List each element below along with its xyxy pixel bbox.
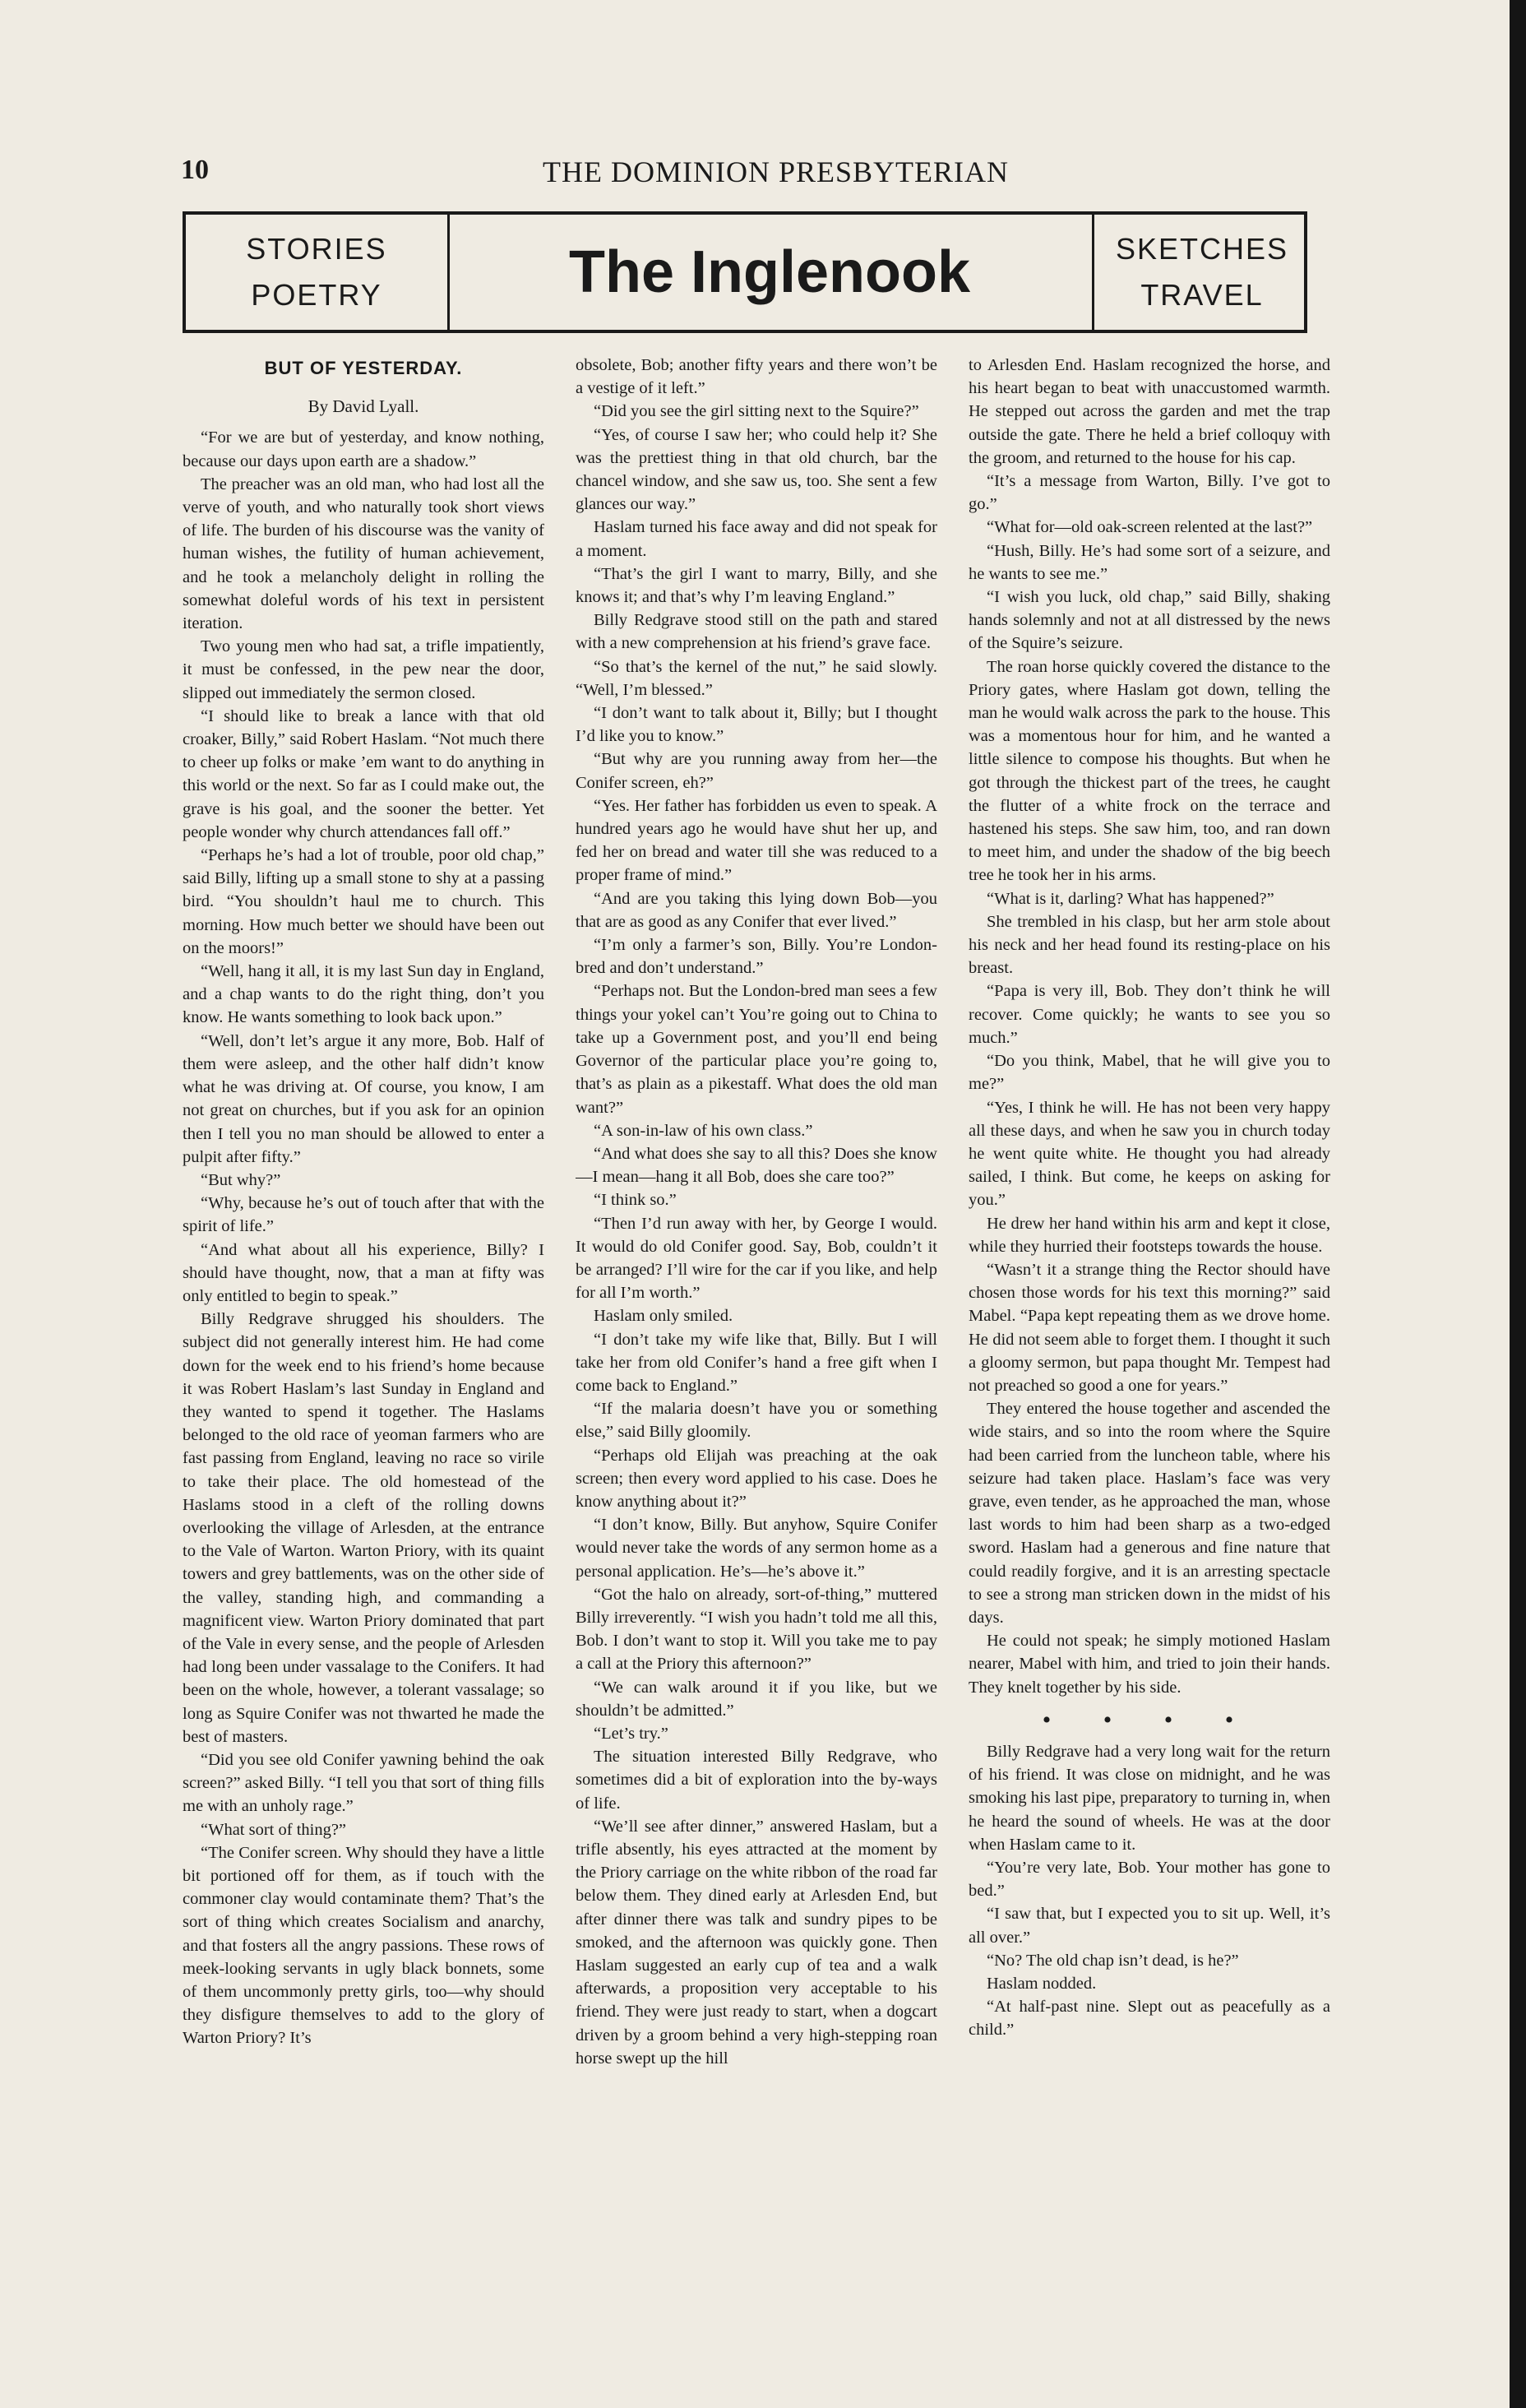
paragraph: “What for—old oak-screen relented at the last?” [987, 518, 1313, 537]
paragraph: “It’s a message from Warton, Billy. I’ve got to go.” [969, 472, 1330, 514]
paragraph: “I should like to break a lance with that old croaker, Billy,” said Robert Haslam. “Not much there to cheer up folks or make ’em want to do anything in this world or the next. So far as I could make out, the grave is his goal, and the sooner the better. Yet people wonder why church attendances fall off.” [183, 706, 544, 841]
paragraph: obsolete, Bob; another fifty years and there won’t be a vestige of it left.” [576, 356, 937, 398]
paragraph: The situation interested Billy Redgrave, who sometimes did a bit of exploration into the by-ways of life. [576, 1748, 937, 1813]
page-header [181, 155, 1332, 196]
paragraph: “Do you think, Mabel, that he will give you to me?” [969, 1052, 1330, 1094]
paragraph: “I don’t want to talk about it, Billy; but I thought I’d like you to know.” [576, 704, 937, 746]
paragraph: “Did you see old Conifer yawning behind the oak screen?” asked Billy. “I tell you that sort of thing fills me with an unholy rage.” [183, 1750, 544, 1816]
paragraph: “Perhaps not. But the London-bred man sees a few things your yokel can’t You’re going out to China to take up a Government post, and you’ll end being Governor of the particular place you’re going to, that’s as plain as a pikestaff. What does the old man want?” [576, 982, 937, 1117]
section-banner [183, 211, 1307, 333]
paragraph: “And what about all his experience, Billy? I should have thought, now, that a man at fifty was only entitled to begin to speak.” [183, 1240, 544, 1305]
paragraph: “Perhaps he’s had a lot of trouble, poor old chap,” said Billy, lifting up a small stone to shy at a passing bird. “You shouldn’t haul me to church. This morning. How much better we should have been out on the moors!” [183, 846, 544, 957]
column-3 [969, 354, 1330, 2393]
paragraph: “For we are but of yesterday, and know nothing, because our days upon earth are a shadow.” [183, 428, 544, 470]
paragraph: “Yes, I think he will. He has not been very happy all these days, and when he saw you in church today he went quite white. He thought you had already sailed, I think. But come, he keeps on asking for you.” [969, 1098, 1330, 1210]
banner-stories: STORIES [246, 232, 387, 266]
paragraph: “No? The old chap isn’t dead, is he?” [987, 1951, 1239, 1970]
paragraph: She trembled in his clasp, but her arm stole about his neck and her head found its resting-place on his breast. [969, 912, 1330, 978]
paragraph: “We can walk around it if you like, but we shouldn’t be admitted.” [576, 1678, 937, 1720]
paragraph: “Well, don’t let’s argue it any more, Bob. Half of them were asleep, and the other half didn’t know what he was driving at. Of course, you know, I am not great on churches, but if you ask for an opinion then I tell you no man should be allowed to enter a pulpit after fifty.” [183, 1031, 544, 1166]
paragraph: “If the malaria doesn’t have you or something else,” said Billy gloomily. [576, 1400, 937, 1442]
paragraph: Haslam only smiled. [594, 1307, 733, 1326]
section-break-dots: • • • • [1042, 1706, 1257, 1734]
banner-travel: TRAVEL [1140, 278, 1264, 312]
page-number: 10 [181, 155, 209, 185]
paragraph: Billy Redgrave had a very long wait for the return of his friend. It was close on midnight, and he was smoking his last pipe, preparatory to turning in, when he heard the sound of wheels. He was at the door when Haslam came to it. [969, 1742, 1330, 1854]
paragraph: “Got the halo on already, sort-of-thing,” muttered Billy irreverently. “I wish you hadn’t told me all this, Bob. I don’t want to stop it. Will you take me to pay a call at the Priory this afternoon?” [576, 1585, 937, 1674]
paragraph: Haslam turned his face away and did not speak for a moment. [576, 518, 937, 560]
paragraph: “Wasn’t it a strange thing the Rector should have chosen those words for his text this morning?” said Mabel. “Papa kept repeating them as we drove home. He did not seem able to forget them. I thought it such a gloomy sermon, but papa thought Mr. Tempest had not preached so good a one for years.” [969, 1260, 1330, 1395]
paragraph: “But why?” [201, 1170, 281, 1189]
paragraph: “Hush, Billy. He’s had some sort of a seizure, and he wants to see me.” [969, 541, 1330, 583]
paragraph: “So that’s the kernel of the nut,” he said slowly. “Well, I’m blessed.” [576, 657, 937, 699]
paragraph: Billy Redgrave shrugged his shoulders. The subject did not generally interest him. He had come down for the week end to his friend’s home because it was Robert Haslam’s last Sunday in England and they wanted to spend it together. The Haslams belonged to the old race of yeoman farmers who are fast passing from England, leaving no race so virile to take their place. The old homestead of the Haslams stood in a cleft of the rolling downs overlooking the village of Arlesden, at the entrance to the Vale of Warton. Warton Priory, with its quaint towers and grey battlements, was on the other side of the valley, standing high, and commanding a magnificent view. Warton Priory dominated that part of the Vale in every sense, and the people of Arlesden had long been under vassalage to the Conifers. It had been on the whole, however, a tolerant vassalage; so long as Squire Conifer was not thwarted he made the best of masters. [183, 1310, 544, 1746]
scan-edge [1510, 0, 1526, 2408]
paragraph: He drew her hand within his arm and kept it close, while they hurried their footsteps towards the house. [969, 1214, 1330, 1256]
story-title: BUT OF YESTERDAY. [264, 358, 463, 378]
paragraph: “What sort of thing?” [201, 1820, 347, 1839]
paragraph: “Why, because he’s out of touch after that with the spirit of life.” [183, 1194, 544, 1236]
banner-right-box [1092, 215, 1310, 330]
paragraph: “We’ll see after dinner,” answered Haslam, but a trifle absently, his eyes attracted at the moment by the Priory carriage on the white ribbon of the road far below them. They dined early at Arlesden End, but after dinner there was talk and sundry pipes to be smoked, and the afternoon was quickly gone. Then Haslam suggested an early cup of tea and a walk afterwards, a proposition very acceptable to his friend. They were just ready to start, when a dogcart driven by a groom behind a very high-stepping roan horse swept up the hill [576, 1817, 937, 2068]
paragraph: They entered the house together and ascended the wide stairs, and so into the room where the Squire had been carried from the luncheon table, where his seizure had taken place. Haslam’s face was very grave, even tender, as he approached the man, whose last words to him had been sharp as a two-edged sword. Haslam had a generous and fine nature that could readily forgive, and it is an arresting spectacle to see a strong man stricken down in the midst of his days. [969, 1400, 1330, 1627]
paragraph: “I think so.” [594, 1191, 677, 1210]
paragraph: to Arlesden End. Haslam recognized the horse, and his heart began to beat with unaccustomed warmth. He stepped out across the garden and met the trap outside the gate. There he held a brief colloquy with the groom, and returned to the house for his cap. [969, 356, 1330, 467]
column-2 [576, 354, 937, 2393]
paragraph: “And are you taking this lying down Bob—you that are as good as any Conifer that ever lived.” [576, 889, 937, 931]
paragraph: “I wish you luck, old chap,” said Billy, shaking hands solemnly and not at all distressed by the news of the Squire’s seizure. [969, 588, 1330, 653]
banner-sketches: SKETCHES [1115, 232, 1289, 266]
paragraph: “I saw that, but I expected you to sit up. Well, it’s all over.” [969, 1905, 1330, 1947]
paragraph: “Well, hang it all, it is my last Sun day in England, and a chap wants to do the right thing, don’t you know. He wants something to look back upon.” [183, 962, 544, 1027]
paragraph: “At half-past nine. Slept out as peacefully as a child.” [969, 1998, 1330, 2040]
paragraph: “Yes, of course I saw her; who could help it? She was the prettiest thing in that old church, bar the chancel window, and she saw us, too. She sent a few glances our way.” [576, 425, 937, 514]
paragraph: “A son-in-law of his own class.” [594, 1121, 813, 1140]
paragraph: “But why are you running away from her—the Conifer screen, eh?” [576, 750, 937, 792]
column-1 [183, 354, 544, 2393]
paragraph: “You’re very late, Bob. Your mother has gone to bed.” [969, 1859, 1330, 1901]
paragraph: “And what does she say to all this? Does she know—I mean—hang it all Bob, does she care too?” [576, 1144, 937, 1187]
banner-left-box [186, 215, 450, 330]
publication-title: THE DOMINION PRESBYTERIAN [543, 155, 1009, 188]
section-title: The Inglenook [568, 239, 970, 305]
paragraph: Billy Redgrave stood still on the path and stared with a new comprehension at his friend’s grave face. [576, 611, 937, 653]
paragraph: “What is it, darling? What has happened?” [987, 889, 1274, 908]
paragraph: Haslam nodded. [987, 1975, 1097, 1994]
paragraph: He could not speak; he simply motioned Haslam nearer, Mabel with him, and tried to join their hands. They knelt together by his side. [969, 1632, 1330, 1697]
paragraph: “That’s the girl I want to marry, Billy, and she knows it; and that’s why I’m leaving England.” [576, 564, 937, 607]
paragraph: The preacher was an old man, who had lost all the verve of youth, and who naturally took short views of life. The burden of his discourse was the vanity of human wishes, the futility of human achievement, and he took a melancholy delight in rolling the somewhat doleful words of his text in persistent iteration. [183, 475, 544, 633]
paragraph: “Then I’d run away with her, by George I would. It would do old Conifer good. Say, Bob, couldn’t it be arranged? I’ll wire for the car if you like, and help for all I’m worth.” [576, 1214, 937, 1303]
paragraph: “Let’s try.” [594, 1724, 668, 1743]
paragraph: “I don’t take my wife like that, Billy. But I will take her from old Conifer’s hand a free gift when I come back to England.” [576, 1330, 937, 1395]
paragraph: “Perhaps old Elijah was preaching at the oak screen; then every word applied to his case. Does he know anything about it?” [576, 1446, 937, 1511]
paragraph: “Papa is very ill, Bob. They don’t think he will recover. Come quickly; he wants to see you so much.” [969, 982, 1330, 1047]
paragraph: “I’m only a farmer’s son, Billy. You’re London-bred and don’t understand.” [576, 936, 937, 978]
paragraph: “The Conifer screen. Why should they have a little bit portioned off for them, as if touch with the commoner clay would contaminate them? That’s the sort of thing which creates Socialism and anarchy, and that fosters all the angry passions. These rows of meek-looking servants in ugly black bonnets, some of them uncommonly pretty girls, too—why should they disfigure themselves to add to the glory of Warton Priory? It’s [183, 1843, 544, 2048]
byline: By David Lyall. [308, 396, 419, 417]
paragraph: Two young men who had sat, a trifle impatiently, it must be confessed, in the pew near the door, slipped out immediately the sermon closed. [183, 637, 544, 702]
paragraph: “Yes. Her father has forbidden us even to speak. A hundred years ago he would have shut her up, and fed her on bread and water till she was reduced to a proper frame of mind.” [576, 796, 937, 885]
paragraph: “I don’t know, Billy. But anyhow, Squire Conifer would never take the words of any sermon home as a personal application. He’s—he’s above it.” [576, 1516, 937, 1581]
banner-poetry: POETRY [251, 278, 382, 312]
paragraph: “Did you see the girl sitting next to the Squire?” [594, 402, 919, 421]
paragraph: The roan horse quickly covered the distance to the Priory gates, where Haslam got down, telling the man he would walk across the park to the house. This was a momentous hour for him, and he wanted a little silence to compose his thoughts. But when he got through the thickest part of the trees, he caught the flutter of a white frock on the terrace and hastened his steps. She saw him, too, and ran down to meet him, and under the shadow of the big beech tree he took her in his arms. [969, 657, 1330, 885]
